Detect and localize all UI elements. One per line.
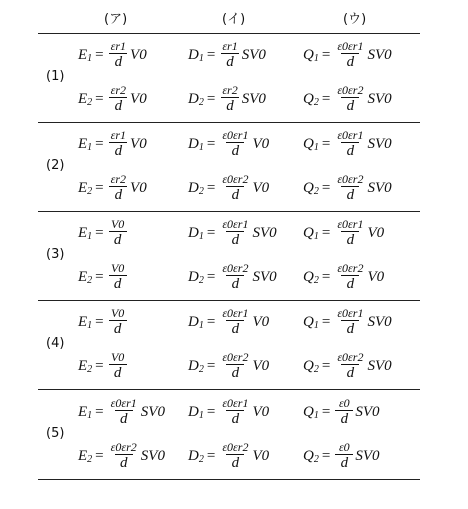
fraction-denominator: d: [341, 186, 359, 204]
formula: [303, 306, 392, 338]
formula-lhs: [78, 136, 92, 153]
formula-symbol: Q: [303, 90, 314, 107]
column-header-i: (イ): [222, 12, 246, 27]
fraction: [220, 440, 250, 472]
formula-subscript: 1: [198, 230, 204, 242]
fraction: [335, 261, 365, 293]
equals-sign: =: [95, 46, 104, 63]
fraction-numerator: εr1: [110, 39, 127, 53]
equals-sign: =: [206, 357, 216, 374]
formula-lhs: [78, 448, 92, 465]
fraction-numerator: V0: [110, 350, 125, 364]
equals-sign: =: [321, 313, 331, 330]
formula-symbol: D: [188, 357, 199, 374]
formula: [188, 39, 266, 71]
fraction-denominator: d: [109, 142, 127, 160]
formula-lhs: [78, 314, 92, 331]
formula-lhs: [78, 91, 92, 108]
formula-symbol: E: [78, 135, 88, 152]
formula: [188, 396, 269, 428]
equals-sign: =: [321, 224, 331, 241]
formula-subscript: 1: [198, 141, 204, 153]
formula-factor: V0: [367, 268, 385, 285]
formula: [188, 83, 266, 115]
formula-subscript: 2: [87, 274, 93, 286]
formula-symbol: E: [78, 403, 88, 420]
fraction-denominator: d: [109, 231, 127, 249]
formula: [78, 172, 147, 204]
formula-symbol: E: [78, 447, 88, 464]
formula-subscript: 2: [313, 185, 319, 197]
equals-sign: =: [206, 90, 216, 107]
equals-sign: =: [95, 179, 104, 196]
formula-factor: V0: [252, 447, 270, 464]
formula-lhs: [303, 47, 319, 64]
formula-symbol: Q: [303, 268, 314, 285]
equals-sign: =: [95, 135, 104, 152]
fraction: [109, 172, 128, 204]
formula-lhs: [303, 314, 319, 331]
fraction-numerator: V0: [110, 261, 125, 275]
row-label: (4): [46, 335, 65, 351]
formula-factor: SV0: [252, 268, 277, 285]
fraction-numerator: εr1: [110, 128, 127, 142]
formula-lhs: [303, 448, 319, 465]
fraction-denominator: d: [341, 364, 359, 382]
fraction-numerator: ε0εr1: [337, 128, 364, 142]
fraction: [335, 396, 353, 428]
row-label: (1): [46, 68, 65, 84]
formula: [188, 172, 269, 204]
equals-sign: =: [95, 90, 104, 107]
formula-symbol: D: [188, 313, 199, 330]
fraction-denominator: d: [109, 320, 127, 338]
formula-symbol: D: [188, 179, 199, 196]
equals-sign: =: [321, 403, 331, 420]
column-header-u: (ウ): [343, 12, 367, 27]
formula-factor: SV0: [355, 403, 380, 420]
formula-subscript: 1: [87, 141, 93, 153]
fraction-numerator: ε0: [338, 396, 350, 410]
fraction-denominator: d: [226, 320, 244, 338]
formula-subscript: 2: [87, 96, 93, 108]
formula: [303, 396, 379, 428]
formula-subscript: 1: [87, 230, 93, 242]
fraction-denominator: d: [115, 454, 133, 472]
fraction-numerator: ε0εr2: [337, 261, 364, 275]
formula-symbol: Q: [303, 224, 314, 241]
formula-factor: V0: [367, 224, 385, 241]
row-label: (3): [46, 246, 65, 262]
formula-factor: V0: [252, 357, 270, 374]
formula-subscript: 1: [87, 52, 93, 64]
equals-sign: =: [95, 447, 104, 464]
fraction: [220, 172, 250, 204]
formula-subscript: 2: [198, 453, 204, 465]
formula-factor: V0: [252, 135, 270, 152]
equals-sign: =: [321, 135, 331, 152]
fraction: [220, 83, 239, 115]
formula-symbol: E: [78, 357, 88, 374]
fraction-numerator: ε0εr1: [337, 306, 364, 320]
fraction-numerator: ε0εr2: [222, 350, 249, 364]
equals-sign: =: [95, 268, 104, 285]
fraction-numerator: ε0εr2: [337, 172, 364, 186]
fraction: [109, 396, 139, 428]
formula: [78, 261, 129, 293]
fraction-denominator: d: [341, 97, 359, 115]
equals-sign: =: [206, 46, 216, 63]
fraction-numerator: ε0εr2: [337, 350, 364, 364]
formula-subscript: 2: [198, 185, 204, 197]
fraction-numerator: εr1: [222, 39, 238, 53]
formula-factor: V0: [130, 179, 147, 196]
fraction-numerator: ε0εr1: [222, 128, 249, 142]
equals-sign: =: [321, 46, 331, 63]
fraction: [335, 39, 365, 71]
equals-sign: =: [206, 268, 216, 285]
formula-symbol: D: [188, 447, 199, 464]
formula: [303, 172, 392, 204]
formula: [188, 217, 277, 249]
formula: [78, 217, 129, 249]
equals-sign: =: [206, 447, 216, 464]
fraction-denominator: d: [109, 275, 127, 293]
fraction: [109, 83, 128, 115]
header-rule: [38, 33, 420, 34]
fraction: [109, 39, 128, 71]
formula-factor: SV0: [367, 46, 392, 63]
formula-subscript: 1: [313, 230, 319, 242]
equals-sign: =: [321, 268, 331, 285]
row-label: (2): [46, 157, 65, 173]
fraction-denominator: d: [335, 454, 353, 472]
fraction-denominator: d: [341, 142, 359, 160]
formula-subscript: 1: [87, 409, 93, 421]
fraction-denominator: d: [221, 97, 239, 115]
formula-factor: SV0: [140, 403, 165, 420]
fraction: [220, 261, 250, 293]
fraction-numerator: V0: [110, 217, 125, 231]
formula: [188, 261, 277, 293]
formula-subscript: 2: [198, 274, 204, 286]
fraction: [220, 350, 250, 382]
formula-lhs: [188, 314, 204, 331]
fraction-numerator: εr2: [110, 172, 127, 186]
formula-symbol: Q: [303, 313, 314, 330]
fraction-denominator: d: [109, 364, 127, 382]
formula-subscript: 2: [87, 363, 93, 375]
row-label: (5): [46, 425, 65, 441]
formula: [78, 39, 147, 71]
formula-lhs: [78, 269, 92, 286]
fraction-numerator: ε0εr2: [110, 440, 137, 454]
formula-lhs: [78, 225, 92, 242]
equals-sign: =: [321, 357, 331, 374]
fraction-denominator: d: [341, 275, 359, 293]
fraction-denominator: d: [226, 364, 244, 382]
fraction: [335, 83, 365, 115]
formula-subscript: 1: [198, 52, 204, 64]
formula-symbol: E: [78, 46, 88, 63]
fraction-denominator: d: [221, 53, 239, 71]
row-rule: [38, 300, 420, 301]
formula-lhs: [303, 269, 319, 286]
formula-subscript: 2: [313, 274, 319, 286]
fraction: [109, 350, 127, 382]
formula-factor: SV0: [367, 90, 392, 107]
formula-subscript: 2: [87, 185, 93, 197]
fraction: [335, 350, 365, 382]
formula-factor: V0: [130, 135, 147, 152]
fraction-denominator: d: [109, 53, 127, 71]
fraction: [109, 440, 139, 472]
row-rule: [38, 211, 420, 212]
equals-sign: =: [206, 313, 216, 330]
fraction-denominator: d: [109, 97, 127, 115]
formula-symbol: Q: [303, 135, 314, 152]
formula: [78, 306, 129, 338]
equals-sign: =: [206, 179, 216, 196]
equals-sign: =: [321, 179, 331, 196]
fraction: [109, 128, 128, 160]
fraction-numerator: V0: [110, 306, 125, 320]
formula-lhs: [78, 47, 92, 64]
fraction-denominator: d: [226, 454, 244, 472]
formula: [78, 396, 165, 428]
formula-subscript: 2: [313, 453, 319, 465]
formula-factor: SV0: [241, 90, 266, 107]
formula-factor: V0: [252, 179, 270, 196]
fraction-numerator: ε0εr2: [222, 172, 249, 186]
formula-lhs: [188, 225, 204, 242]
equals-sign: =: [321, 447, 331, 464]
fraction-denominator: d: [341, 231, 359, 249]
formula: [188, 128, 269, 160]
formula-factor: V0: [252, 313, 270, 330]
fraction-numerator: ε0εr1: [337, 217, 364, 231]
fraction-denominator: d: [335, 410, 353, 428]
fraction-denominator: d: [115, 410, 133, 428]
formula-subscript: 1: [313, 52, 319, 64]
formula: [188, 350, 269, 382]
formula-symbol: E: [78, 90, 88, 107]
formula: [78, 128, 147, 160]
formula-factor: V0: [252, 403, 270, 420]
formula: [303, 217, 384, 249]
formula-symbol: D: [188, 46, 199, 63]
equals-sign: =: [321, 90, 331, 107]
fraction-numerator: ε0εr2: [337, 83, 364, 97]
formula-symbol: D: [188, 224, 199, 241]
formula-subscript: 1: [313, 141, 319, 153]
equals-sign: =: [206, 403, 216, 420]
formula-lhs: [188, 448, 204, 465]
equals-sign: =: [95, 313, 104, 330]
formula-subscript: 2: [313, 363, 319, 375]
fraction-numerator: εr2: [222, 83, 238, 97]
fraction-numerator: ε0εr1: [222, 306, 249, 320]
fraction: [109, 261, 127, 293]
fraction: [220, 39, 239, 71]
fraction-denominator: d: [226, 231, 244, 249]
formula: [188, 440, 269, 472]
fraction: [109, 217, 127, 249]
equals-sign: =: [95, 357, 104, 374]
formula: [78, 350, 129, 382]
fraction: [109, 306, 127, 338]
fraction-numerator: ε0εr2: [222, 440, 249, 454]
formula-lhs: [78, 404, 92, 421]
formula: [303, 440, 379, 472]
formula-symbol: E: [78, 224, 88, 241]
fraction: [335, 440, 353, 472]
formula-symbol: D: [188, 403, 199, 420]
formula-symbol: E: [78, 313, 88, 330]
formula-lhs: [188, 358, 204, 375]
row-rule: [38, 479, 420, 480]
fraction-denominator: d: [226, 186, 244, 204]
formula-factor: SV0: [367, 135, 392, 152]
formula-lhs: [303, 136, 319, 153]
formula-factor: SV0: [140, 447, 165, 464]
formula-lhs: [303, 404, 319, 421]
fraction-numerator: ε0εr2: [222, 261, 249, 275]
formula-subscript: 1: [313, 319, 319, 331]
fraction-denominator: d: [341, 53, 359, 71]
fraction-numerator: ε0εr1: [222, 396, 249, 410]
formula-subscript: 2: [87, 453, 93, 465]
fraction-numerator: ε0εr1: [337, 39, 364, 53]
formula: [303, 83, 392, 115]
fraction-numerator: ε0εr1: [110, 396, 137, 410]
fraction: [220, 306, 250, 338]
fraction-denominator: d: [226, 142, 244, 160]
formula-lhs: [188, 180, 204, 197]
fraction-numerator: εr2: [110, 83, 127, 97]
equals-sign: =: [95, 224, 104, 241]
formula-symbol: Q: [303, 46, 314, 63]
formula: [78, 440, 165, 472]
row-rule: [38, 122, 420, 123]
fraction: [220, 217, 250, 249]
formula-subscript: 2: [313, 96, 319, 108]
formula-subscript: 1: [198, 409, 204, 421]
formula-factor: SV0: [367, 313, 392, 330]
fraction-denominator: d: [226, 410, 244, 428]
formula-factor: SV0: [367, 179, 392, 196]
formula: [303, 350, 392, 382]
formula-subscript: 1: [313, 409, 319, 421]
formula: [303, 39, 392, 71]
formula-lhs: [78, 180, 92, 197]
formula-symbol: Q: [303, 357, 314, 374]
formula: [78, 83, 147, 115]
formula-symbol: D: [188, 268, 199, 285]
formula-lhs: [188, 269, 204, 286]
formula-symbol: Q: [303, 447, 314, 464]
formula-factor: V0: [130, 46, 147, 63]
fraction-denominator: d: [109, 186, 127, 204]
formula-symbol: E: [78, 268, 88, 285]
fraction: [335, 128, 365, 160]
formula-factor: SV0: [241, 46, 266, 63]
fraction-denominator: d: [341, 320, 359, 338]
formula-lhs: [78, 358, 92, 375]
fraction: [220, 396, 250, 428]
formula-symbol: D: [188, 90, 199, 107]
formula-factor: V0: [130, 90, 147, 107]
formula-subscript: 2: [198, 363, 204, 375]
equals-sign: =: [206, 224, 216, 241]
formula-subscript: 1: [87, 319, 93, 331]
column-header-a: (ア): [104, 12, 128, 27]
fraction: [335, 172, 365, 204]
formula-lhs: [303, 358, 319, 375]
fraction: [335, 306, 365, 338]
formula-symbol: E: [78, 179, 88, 196]
formula-lhs: [188, 136, 204, 153]
formula-lhs: [188, 404, 204, 421]
formula-lhs: [188, 91, 204, 108]
formula: [188, 306, 269, 338]
formula-factor: SV0: [367, 357, 392, 374]
formula-subscript: 1: [198, 319, 204, 331]
formula-lhs: [303, 225, 319, 242]
formula-factor: SV0: [355, 447, 380, 464]
formula-symbol: Q: [303, 179, 314, 196]
formula-lhs: [303, 91, 319, 108]
fraction: [335, 217, 365, 249]
fraction-denominator: d: [226, 275, 244, 293]
equals-sign: =: [206, 135, 216, 152]
equals-sign: =: [95, 403, 104, 420]
fraction-numerator: ε0: [338, 440, 350, 454]
formula-symbol: D: [188, 135, 199, 152]
formula: [303, 128, 392, 160]
formula: [303, 261, 384, 293]
fraction: [220, 128, 250, 160]
formula-lhs: [303, 180, 319, 197]
formula-lhs: [188, 47, 204, 64]
row-rule: [38, 389, 420, 390]
formula-subscript: 2: [198, 96, 204, 108]
fraction-numerator: ε0εr1: [222, 217, 249, 231]
formula-symbol: Q: [303, 403, 314, 420]
formula-factor: SV0: [252, 224, 277, 241]
